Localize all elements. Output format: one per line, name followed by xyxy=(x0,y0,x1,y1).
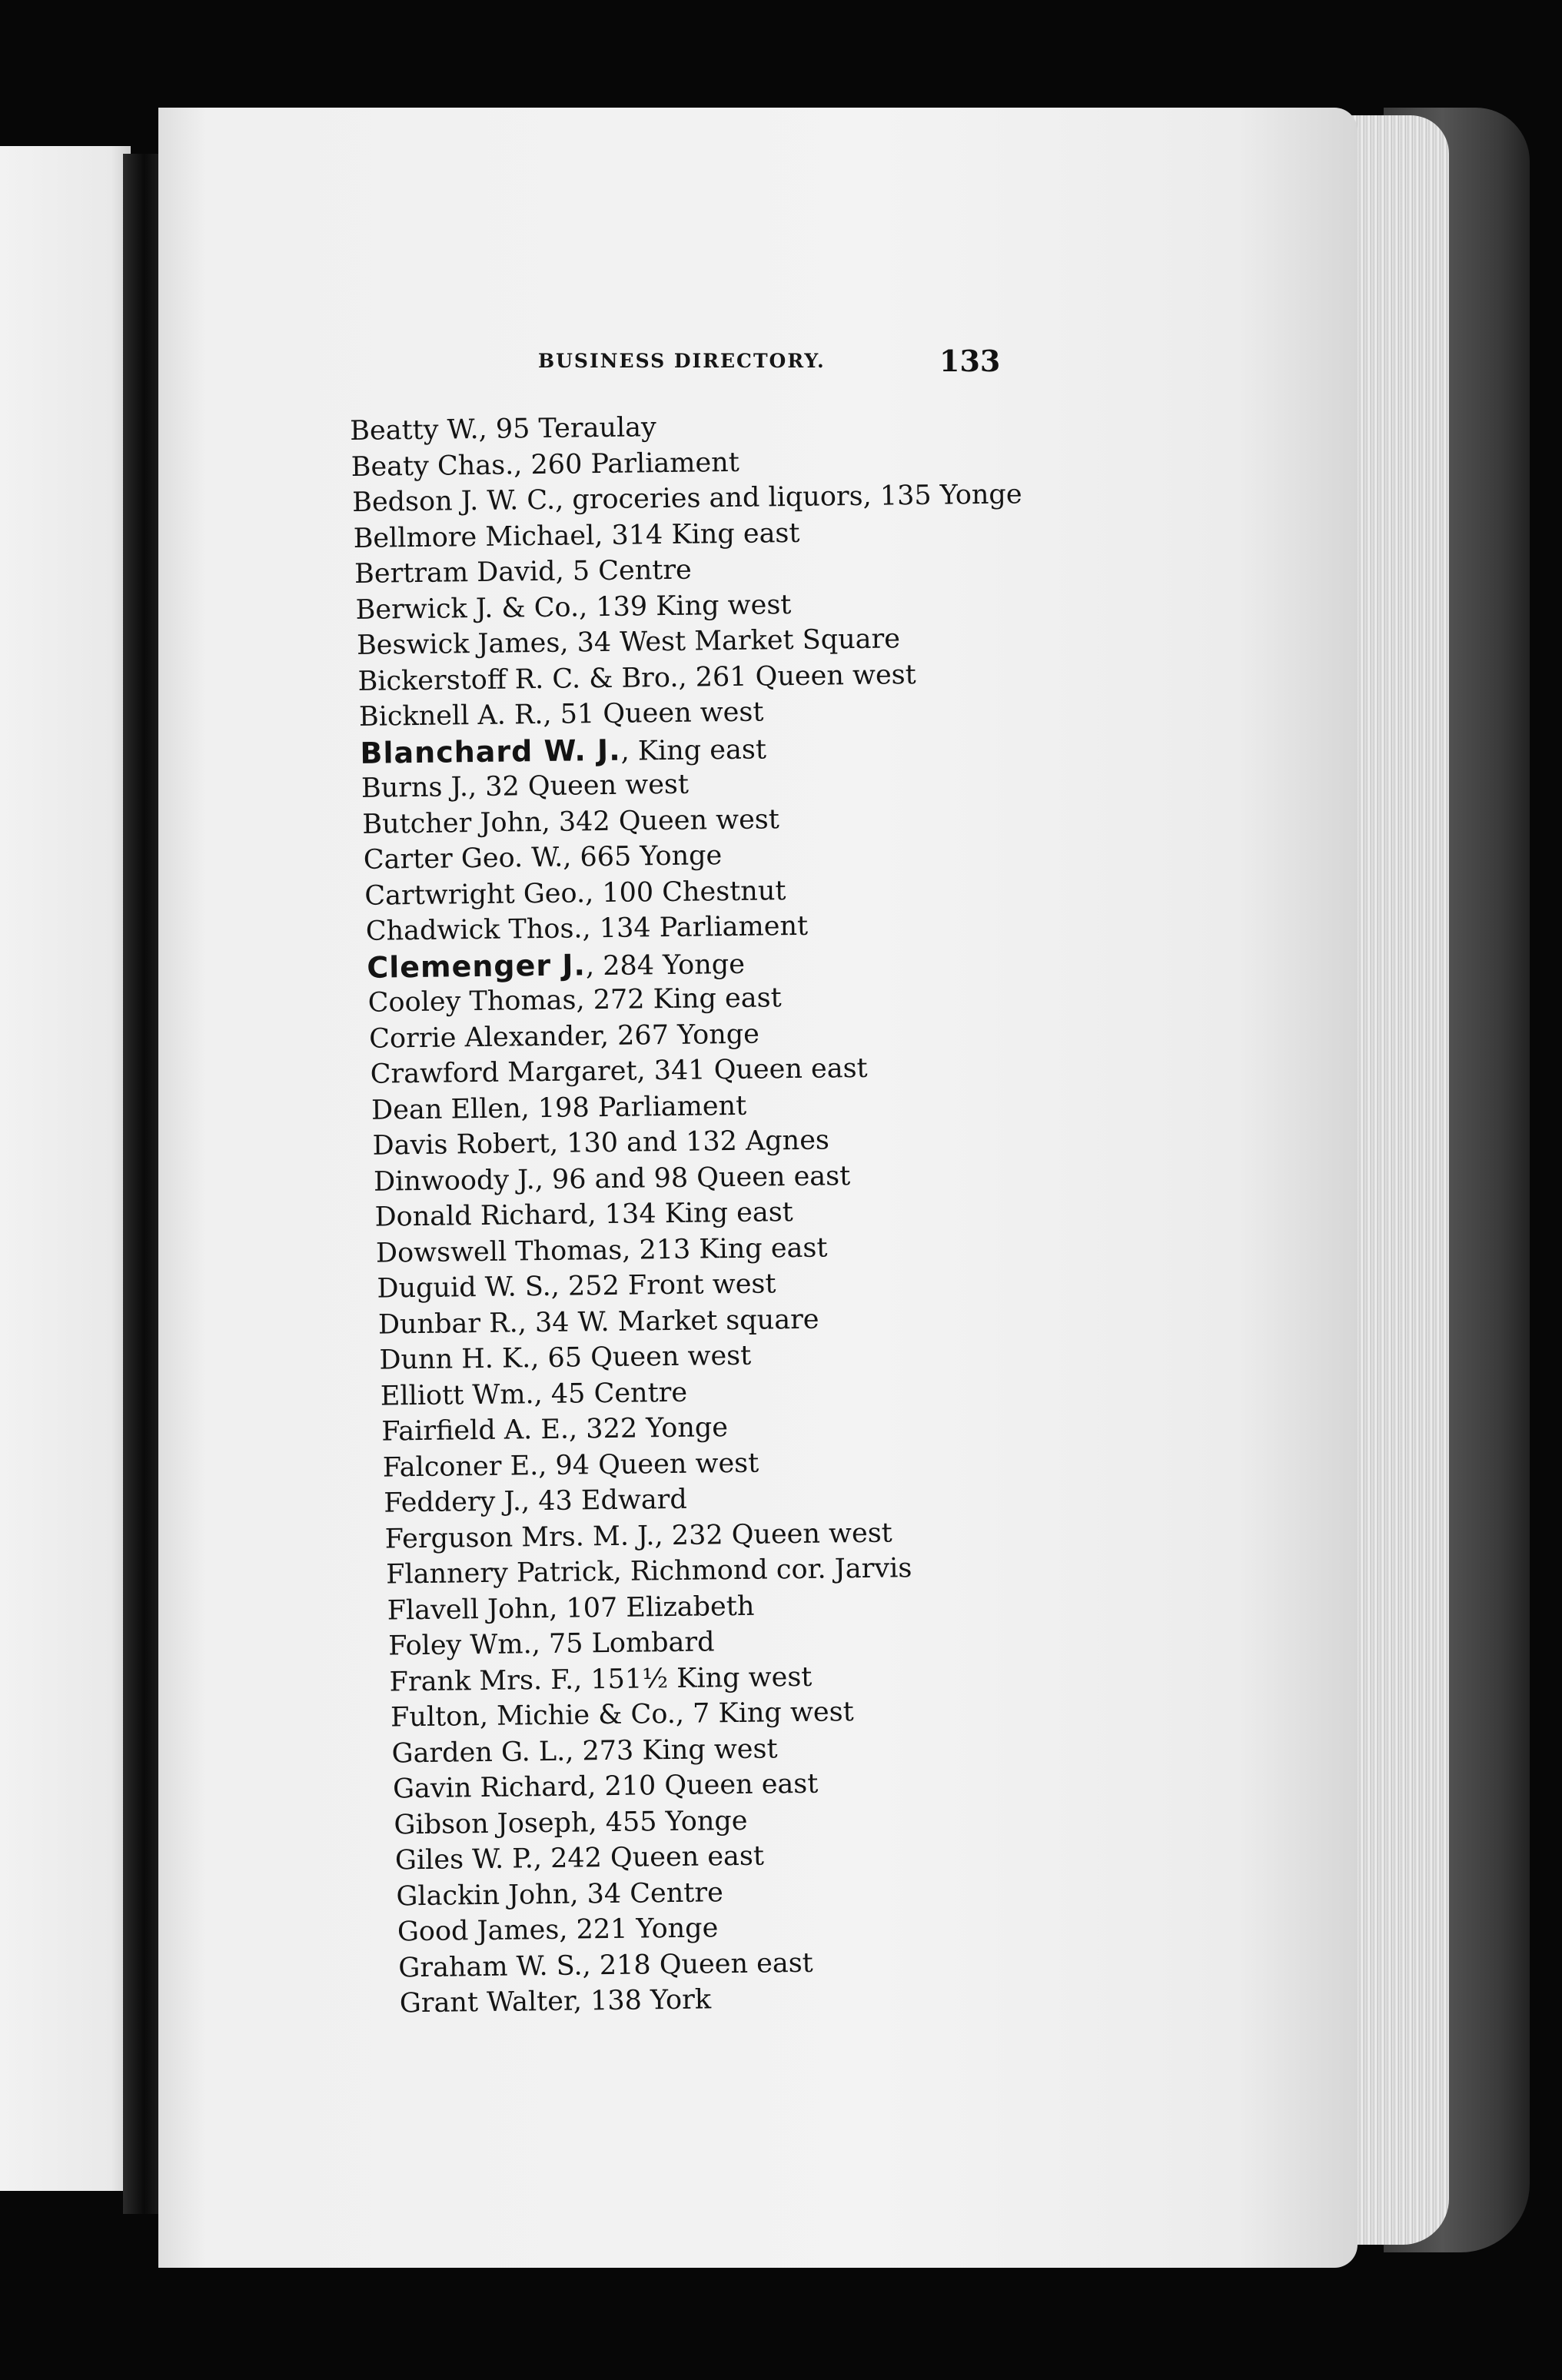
entry-name: Clemenger J. xyxy=(367,947,587,985)
entry-address: , 45 Centre xyxy=(533,1377,688,1410)
entry-address: , 198 Parliament xyxy=(520,1090,747,1124)
entry-address: , 65 Queen west xyxy=(530,1340,752,1374)
entry-name: Cartwright Geo. xyxy=(364,877,586,912)
directory-entries xyxy=(350,405,1061,2022)
show-through-from-reverse xyxy=(1119,323,1296,2091)
entry-name: Dunbar R. xyxy=(377,1307,518,1341)
entry-address: , 130 and 132 Agnes xyxy=(549,1125,830,1159)
entry-address: , 252 Front west xyxy=(550,1268,776,1302)
entry-name: Beaty Chas. xyxy=(351,449,514,483)
entry-name: Dinwoody J. xyxy=(373,1164,535,1198)
entry-address: , 34 West Market Square xyxy=(560,623,901,659)
entry-name: Beatty W. xyxy=(350,414,479,447)
entry-name: Good James xyxy=(397,1914,560,1948)
entry-name: Dunn H. K. xyxy=(379,1343,531,1376)
entry-address: , King east xyxy=(620,733,767,767)
entry-name: Bickerstoff R. C. & Bro. xyxy=(357,662,679,697)
entry-address: , 218 Queen east xyxy=(582,1947,813,1981)
entry-name: Garden G. L. xyxy=(391,1736,566,1769)
entry-name: Dowswell Thomas xyxy=(375,1235,623,1269)
entry-name: Fairfield A. E. xyxy=(381,1414,570,1448)
entry-address: , 151½ King west xyxy=(573,1661,813,1696)
entry-address: , 260 Parliament xyxy=(513,447,740,480)
entry-address: , 138 York xyxy=(573,1984,712,2017)
entry-name: Gavin Richard xyxy=(392,1771,588,1805)
entry-address: , 665 Yonge xyxy=(563,840,723,873)
entry-name: Flavell John xyxy=(387,1593,550,1627)
entry-name: Blanchard W. J. xyxy=(360,733,621,770)
entry-address: , 242 Queen east xyxy=(533,1840,765,1875)
book-gutter xyxy=(123,154,158,2214)
entry-address: , 107 Elizabeth xyxy=(548,1591,755,1624)
entry-address: , 96 and 98 Queen east xyxy=(534,1160,851,1195)
entry-address: , 232 Queen west xyxy=(654,1517,892,1551)
entry-name: Gibson Joseph xyxy=(394,1807,589,1840)
entry-name: Donald Richard xyxy=(374,1199,588,1233)
entry-name: Ferguson Mrs. M. J. xyxy=(384,1520,655,1555)
entry-name: Carter Geo. W. xyxy=(363,842,563,876)
entry-address: , 267 Yonge xyxy=(600,1019,760,1052)
entry-name: Burns J. xyxy=(361,772,469,804)
entry-name: Graham W. S. xyxy=(398,1950,583,1983)
entry-name: Giles W. P. xyxy=(394,1843,534,1876)
entry-address: , groceries and liquors, 135 Yonge xyxy=(554,479,1022,516)
entry-address: , 455 Yonge xyxy=(588,1805,748,1838)
entry-name: Bellmore Michael xyxy=(353,520,595,554)
entry-name: Dean Ellen xyxy=(371,1092,521,1126)
entry-name: Butcher John xyxy=(362,806,542,840)
entry-name: Flannery Patrick xyxy=(386,1556,613,1591)
entry-name: Chadwick Thos. xyxy=(365,913,583,947)
entry-name: Duguid W. S. xyxy=(377,1271,551,1305)
entry-address: , 342 Queen west xyxy=(541,803,780,838)
entry-address: , 272 King east xyxy=(576,982,782,1016)
entry-address: , 213 King east xyxy=(621,1232,828,1266)
entry-address: , 43 Edward xyxy=(520,1484,688,1517)
entry-name: Bicknell A. R. xyxy=(358,699,543,733)
entry-address: , Richmond cor. Jarvis xyxy=(613,1553,912,1587)
entry-name: Cooley Thomas xyxy=(367,985,577,1019)
entry-name: Fulton, Michie & Co. xyxy=(390,1698,676,1733)
entry-address: , 134 Parliament xyxy=(582,910,809,945)
entry-address: , 100 Chestnut xyxy=(584,875,786,909)
entry-name: Berwick J. & Co. xyxy=(355,591,580,626)
entry-address: , 314 King east xyxy=(594,517,800,551)
left-facing-page xyxy=(0,146,131,2191)
entry-name: Feddery J. xyxy=(384,1486,522,1519)
entry-address: , 210 Queen east xyxy=(587,1768,819,1803)
entry-address: , 7 King west xyxy=(675,1697,854,1730)
entry-name: Grant Walter xyxy=(399,1986,574,2019)
entry-address: , 341 Queen east xyxy=(636,1052,868,1087)
entry-address: , 95 Teraulay xyxy=(478,412,657,445)
entry-address: , 5 Centre xyxy=(555,554,692,587)
entry-name: Foley Wm. xyxy=(387,1629,532,1662)
entry-name: Bedson J. W. C. xyxy=(351,484,556,518)
entry-address: , 75 Lombard xyxy=(531,1627,715,1660)
entry-address: , 34 Centre xyxy=(570,1876,724,1910)
entry-address: , 51 Queen west xyxy=(543,696,764,730)
entry-name: Corrie Alexander xyxy=(368,1020,601,1055)
entry-address: , 94 Queen west xyxy=(538,1448,759,1481)
entry-address: , 284 Yonge xyxy=(585,949,746,982)
entry-address: , 139 King west xyxy=(578,589,792,623)
entry-address: , 322 Yonge xyxy=(568,1412,729,1445)
page-number: 133 xyxy=(939,344,1001,378)
entry-address: , 273 King west xyxy=(565,1733,778,1767)
entry-name: Elliott Wm. xyxy=(380,1378,534,1412)
entry-address: , 32 Queen west xyxy=(467,769,690,803)
entry-name: Beswick James xyxy=(356,627,560,661)
entry-address: , 34 W. Market square xyxy=(517,1304,819,1338)
entry-address: , 134 King east xyxy=(587,1197,793,1231)
entry-name: Falconer E. xyxy=(382,1450,539,1484)
entry-name: Glackin John xyxy=(396,1879,570,1912)
entry-name: Bertram David xyxy=(354,556,556,590)
entry-name: Crawford Margaret xyxy=(370,1055,637,1090)
entry-name: Davis Robert xyxy=(372,1128,550,1162)
entry-address: , 221 Yonge xyxy=(559,1913,719,1946)
running-header: BUSINESS DIRECTORY. xyxy=(538,350,826,372)
entry-name: Frank Mrs. F. xyxy=(389,1664,574,1697)
entry-address: , 261 Queen west xyxy=(678,659,916,693)
